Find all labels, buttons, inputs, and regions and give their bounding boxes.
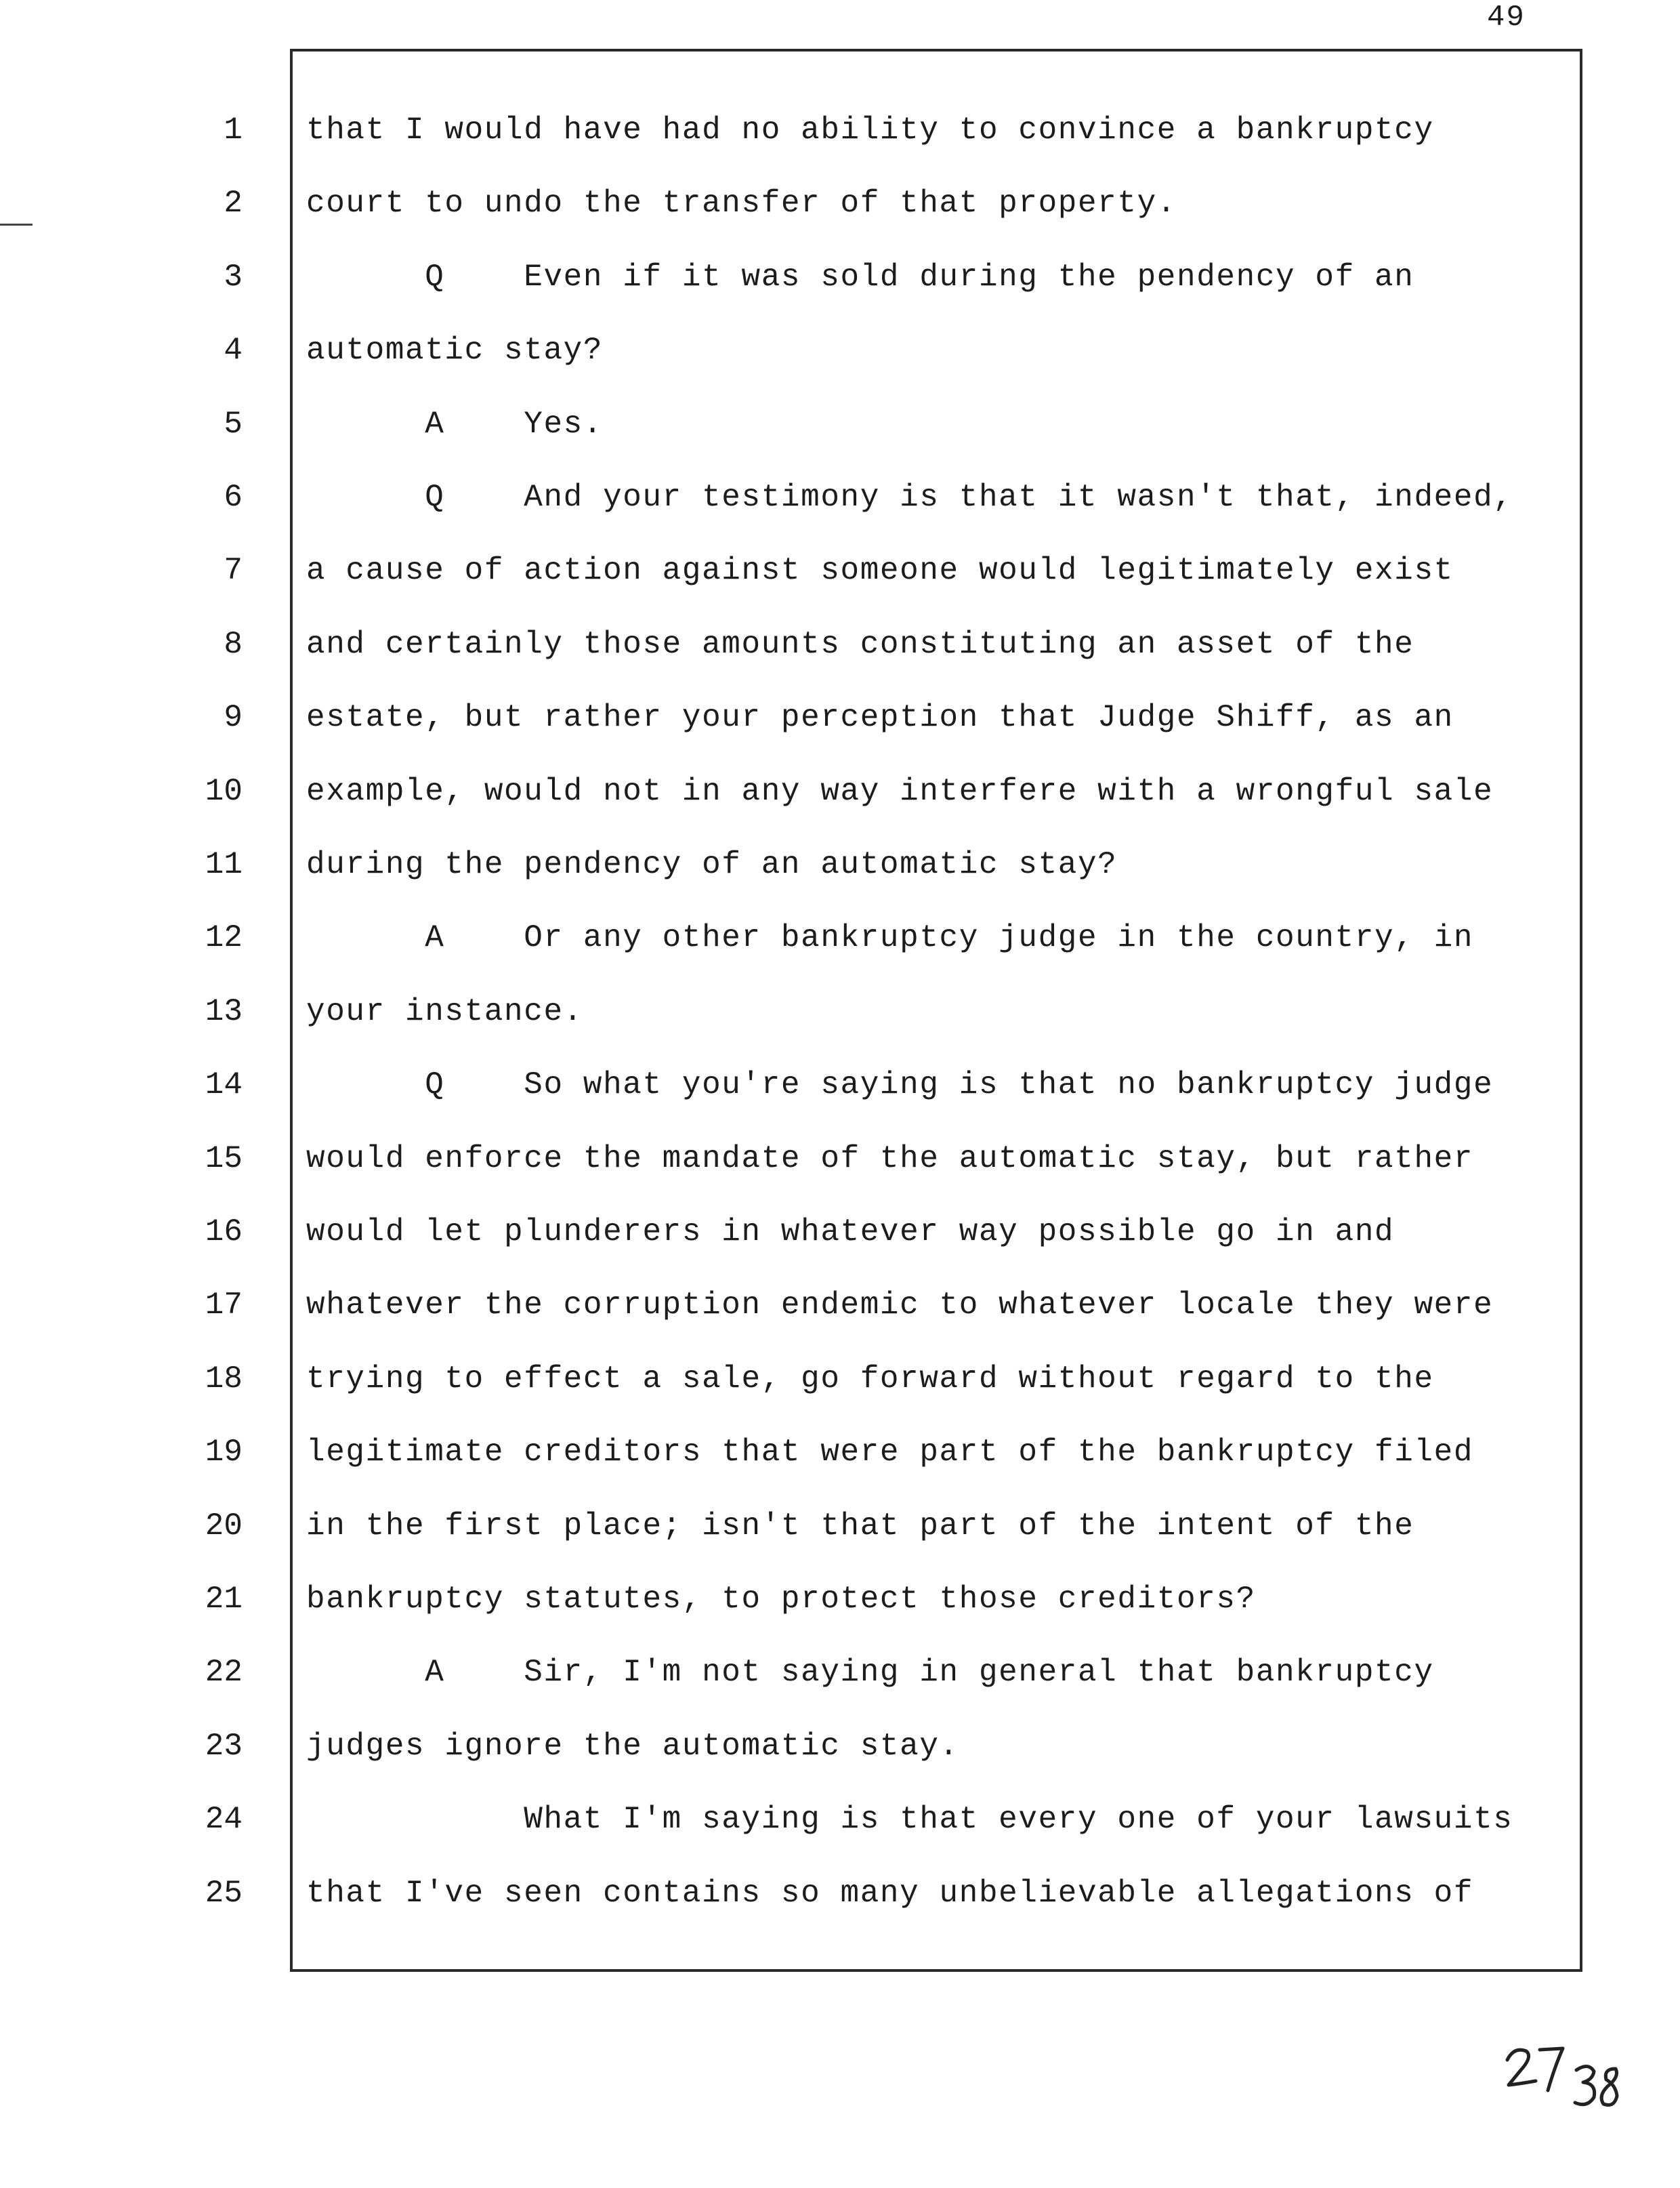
transcript-line: What I'm saying is that every one of your lawsuits [306,1802,1513,1837]
line-number: 15 [205,1141,243,1176]
line-number: 16 [205,1214,243,1250]
line-number: 2 [224,186,243,221]
line-number: 13 [205,994,243,1029]
line-number: 1 [224,112,243,148]
transcript-line: whatever the corruption endemic to whatever locale they were [306,1287,1494,1323]
transcript-line: your instance. [306,994,583,1029]
line-number: 19 [205,1434,243,1470]
line-number: 12 [205,920,243,955]
transcript-line: during the pendency of an automatic stay? [306,847,1118,882]
transcript-line: would let plunderers in whatever way possible go in and [306,1214,1395,1250]
line-number: 11 [205,847,243,882]
transcript-line: a cause of action against someone would legitimately exist [306,553,1454,588]
line-number: 7 [224,553,243,588]
transcript-line: trying to effect a sale, go forward without regard to the [306,1361,1434,1397]
transcript-line: Q Even if it was sold during the pendency of an [306,260,1414,295]
line-number: 4 [224,333,243,368]
line-number: 14 [205,1067,243,1102]
transcript-line: and certainly those amounts constituting an asset of the [306,627,1414,662]
line-number: 23 [205,1729,243,1764]
margin-mark [0,224,33,226]
line-number: 22 [205,1655,243,1690]
transcript-line: would enforce the mandate of the automatic stay, but rather [306,1141,1474,1176]
line-number: 20 [205,1508,243,1544]
line-number: 9 [224,700,243,735]
line-number: 25 [205,1876,243,1911]
transcript-line: A Yes. [306,407,604,442]
transcript-line: that I've seen contains so many unbelievable allegations of [306,1876,1474,1911]
transcript-line: in the first place; isn't that part of the intent of the [306,1508,1414,1544]
transcript-line: A Or any other bankruptcy judge in the country, in [306,920,1474,955]
line-number: 6 [224,480,243,515]
transcript-line: that I would have had no ability to convince a bankruptcy [306,112,1434,148]
page-number: 49 [1487,1,1526,35]
line-number: 24 [205,1802,243,1837]
transcript-line: estate, but rather your perception that Judge Shiff, as an [306,700,1454,735]
transcript-line: A Sir, I'm not saying in general that bankruptcy [306,1655,1434,1690]
line-number: 5 [224,407,243,442]
handwritten-page-count [1500,2036,1636,2118]
transcript-line: automatic stay? [306,333,604,368]
transcript-line: Q And your testimony is that it wasn't that, indeed, [306,480,1513,515]
line-number: 21 [205,1582,243,1617]
transcript-line: court to undo the transfer of that property. [306,186,1177,221]
line-number: 17 [205,1287,243,1323]
line-number: 18 [205,1361,243,1397]
transcript-line: bankruptcy statutes, to protect those creditors? [306,1582,1256,1617]
line-number: 8 [224,627,243,662]
line-number: 3 [224,260,243,295]
transcript-line: example, would not in any way interfere with a wrongful sale [306,774,1494,809]
transcript-line: legitimate creditors that were part of the bankruptcy filed [306,1434,1474,1470]
transcript-line: judges ignore the automatic stay. [306,1729,959,1764]
transcript-line: Q So what you're saying is that no bankruptcy judge [306,1067,1494,1102]
line-number: 10 [205,774,243,809]
